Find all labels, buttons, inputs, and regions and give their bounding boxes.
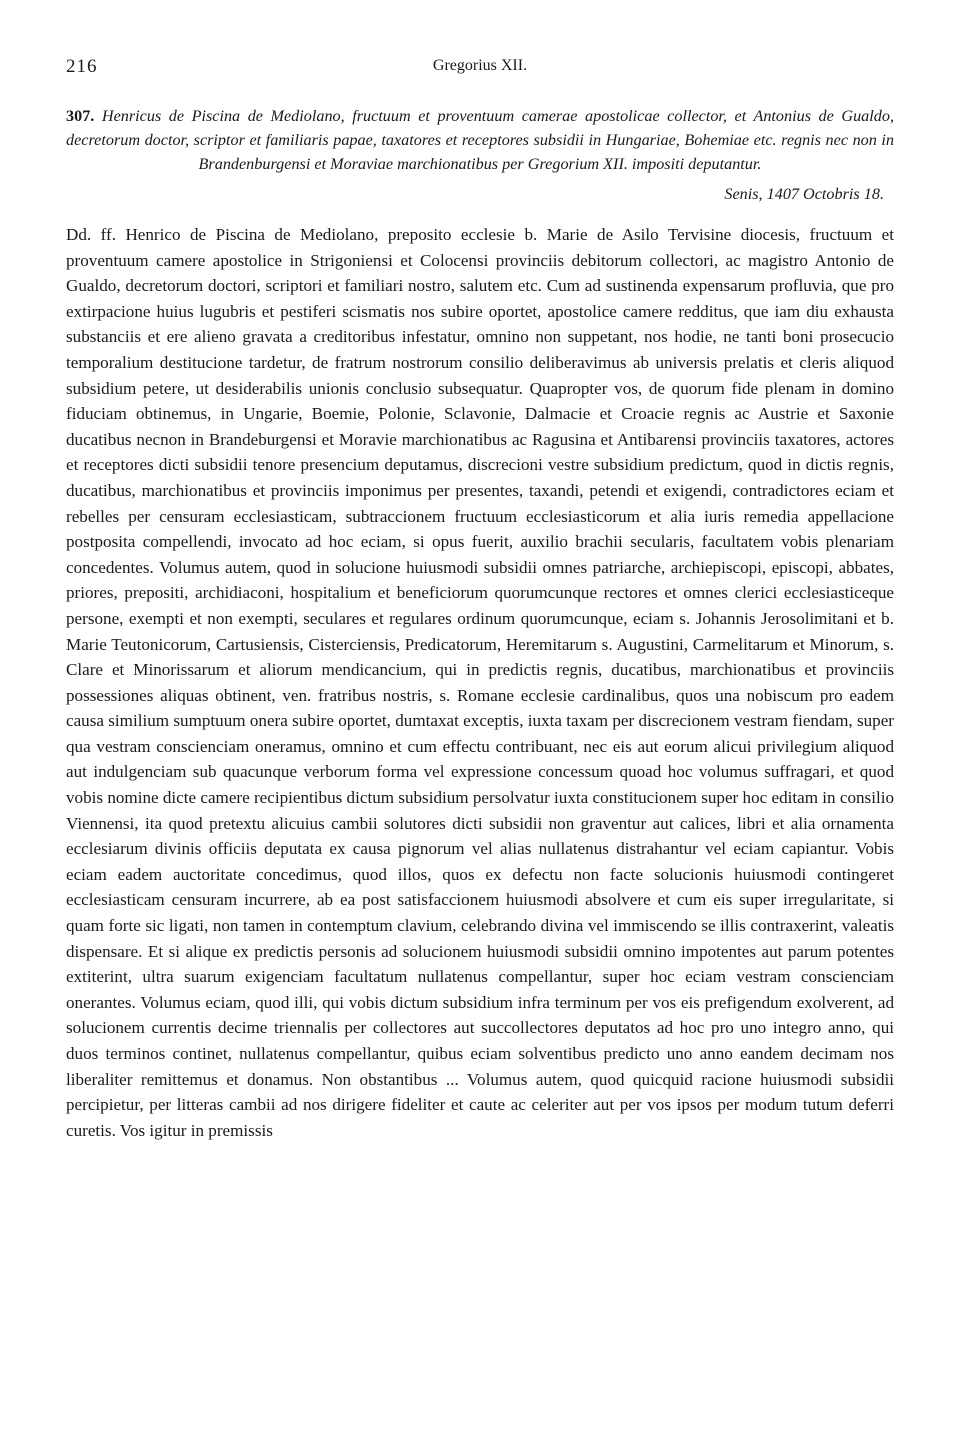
page-header: [66, 56, 894, 82]
running-title: Gregorius XII.: [432, 57, 528, 74]
book-page: [66, 56, 894, 1143]
document-body: Dd. ff. Henrico de Piscina de Mediolano, preposito ecclesie b. Marie de Asilo Tervisine diocesis, fructuum et proventuum camere apostolice in Strigoniensi et Colocensi provinciis debitorum collectori, ac magistro Antonio de Gualdo, decretorum doctori, scriptori et familiari nostro, salutem etc. Cum ad sustinenda expensarum profluvia, que pro extirpacione huius lugubris et pestiferi scismatis nos subire oportet, apostolice camere redditus, que iam diu exhausta substanciis et ere alieno gravata a creditoribus infestatur, omnino non suppetant, nos hodie, ne tanti boni prosecucio temporalium destitucione tardetur, de fratrum nostrorum consilio deliberavimus ab universis prelatis et cleris aliquod subsidium petere, ut desiderabilis unionis conclusio subsequatur. Quapropter vos, de quorum fide plenam in domino fiduciam obtinemus, in Ungarie, Boemie, Polonie, Sclavonie, Dalmacie et Croacie regnis ac Austrie et Saxonie ducatibus necnon in Brandeburgensi et Moravie marchionatibus ac Ragusina et Antibarensi provinciis taxatores, actores et receptores dicti subsidii tenore presencium deputamus, discrecioni vestre subsidium predictum, quod in dictis regnis, ducatibus, marchionatibus et provinciis imponimus per presentes, taxandi, petendi et exigendi, contradictores eciam et rebelles per censuram ecclesiasticam, subtraccionem fructuum ecclesiasticorum et alia iuris remedia appellacione postposita compellendi, invocato ad hoc eciam, si opus fuerit, auxilio brachii secularis, facultatem vobis plenariam concedentes. Volumus autem, quod in solucione huiusmodi subsidii omnes patriarche, archiepiscopi, episcopi, abbates, priores, prepositi, archidiaconi, hospitalium et beneficiorum quorumcunque rectores et omnes clerici ecclesiasticeque persone, exempti et non exempti, seculares et regulares ordinum quorumcunque, eciam s. Johannis Jerosolimitani et b. Marie Teutonicorum, Cartusiensis, Cisterciensis, Predicatorum, Heremitarum s. Augustini, Carmelitarum et Minorum, s. Clare et Minorissarum et aliorum mendicancium, qui in predictis regnis, ducatibus, marchionatibus et provinciis possessiones aliquas obtinent, ven. fratribus nostris, s. Romane ecclesie cardinalibus, quos una nobiscum pro eadem causa similium sumptuum onera subire oportet, dumtaxat exceptis, iuxta taxam per discrecionem vestram fiendam, super qua vestram conscienciam oneramus, omnino et cum effectu contribuant, nec eis aut eorum alicui privilegium aliquod aut indulgenciam sub quacunque verborum forma vel expressione concessum quoad hoc volumus suffragari, et quod vobis nomine dicte camere recipientibus dictum subsidium persolvatur iuxta constitucionem super hoc editam in consilio Viennensi, ita quod pretextu alicuius cambii solutores dicti subsidii non graventur aut calices, libri et alia ornamenta ecclesiarum divinis officiis deputata ex causa pignorum vel alias nullatenus distrahantur vel eciam capiantur. Vobis eciam eadem auctoritate concedimus, quod illos, quos ex defectu non facte solucionis huiusmodi contingeret ecclesiasticam censuram incurrere, ab ea post satisfaccionem huiusmodi absolvere et cum eis super irregularitate, si quam forte sic ligati, non tamen in contemptum clavium, celebrando divina vel immiscendo se illis contraxerint, valeatis dispensare. Et si alique ex predictis personis ad solucionem huiusmodi subsidii omnino impotentes aut parum potentes extiterint, ultra suarum exigenciam facultatum nullatenus compellantur, super hoc eciam vestram conscienciam onerantes. Volumus eciam, quod illi, qui vobis dictum subsidium infra terminum per vos eis prefigendum exolverent, ad solucionem currentis decime triennalis per collectores aut succollectores deputatos ad hoc pro uno integro anno, qui duos terminos continet, nullatenus compellantur, quibus eciam solventibus predicto uno anno eandem decimam nos liberaliter remittemus et donamus. Non obstantibus ... Volumus autem, quod quicquid racione huiusmodi subsidii percipietur, per litteras cambii ad nos dirigere fideliter et caute ac celeriter aut per vos ipsos per modum tutum deferri curetis. Vos igitur in premissis: [66, 225, 894, 1140]
page-number: 216: [66, 56, 98, 77]
entry-summary-text: Henricus de Piscina de Mediolano, fructuum et proventuum camerae apostolicae collector, et Antonius de Gualdo, decretorum doctor, scriptor et familiaris papae, taxatores et receptores subsidii in Hungariae, Bohemiae etc. regnis nec non in Brandenburgensi et Moraviae marchionatibus per Gregorium XII. impositi deputantur.: [66, 107, 894, 173]
entry-summary: [66, 104, 894, 176]
entry-number: 307.: [66, 107, 95, 125]
entry-date: Senis, 1407 Octobris 18.: [724, 185, 884, 203]
